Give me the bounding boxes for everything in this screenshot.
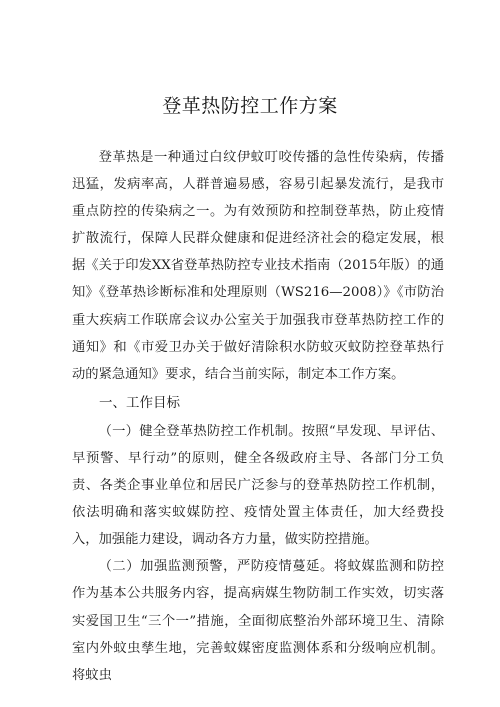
intro-paragraph: 登革热是一种通过白纹伊蚊叮咬传播的急性传染病，传播迅猛，发病率高，人群普遍易感，容易引起暴发流行，是我市重点防控的传染病之一。为有效预防和控制登革热，防止疫情扩散流行，保障人民群众健康和促进经济社会的稳定发展，根据《关于印发XX省登革热防控专业技术指南（2015年版）的通知》《登革热诊断标准和处理原则（WS216—2008）》《市防治重大疾病工作联席会议办公室关于加强我市登革热防控工作的通知》和《市爱卫办关于做好清除积水防蚊灭蚊防控登革热行动的紧急通知》要求，结合当前实际，制定本工作方案。 bbox=[72, 150, 444, 382]
section-heading-goals: 一、工作目标 bbox=[99, 394, 180, 411]
paragraph-monitoring: （二）加强监测预警，严防疫情蔓延。将蚊媒监测和防控作为基本公共服务内容，提高病媒生物防制工作实效，切实落实爱国卫生“三个一”措施，全面彻底整治外部环境卫生、清除室内外蚊虫孳生地，完善蚊媒密度监测体系和分级响应机制。将蚊虫 bbox=[72, 559, 444, 683]
document-title: 登革热防控工作方案 bbox=[162, 95, 338, 117]
document-body bbox=[72, 144, 444, 689]
paragraph-mechanism: （一）健全登革热防控工作机制。按照“早发现、早评估、早预警、早行动”的原则，健全各级政府主导、各部门分工负责、各类企事业单位和居民广泛参与的登革热防控工作机制，依法明确和落实蚊媒防控、疫情处置主体责任，加大经费投入，加强能力建设，调动各方力量，做实防控措施。 bbox=[72, 423, 444, 548]
